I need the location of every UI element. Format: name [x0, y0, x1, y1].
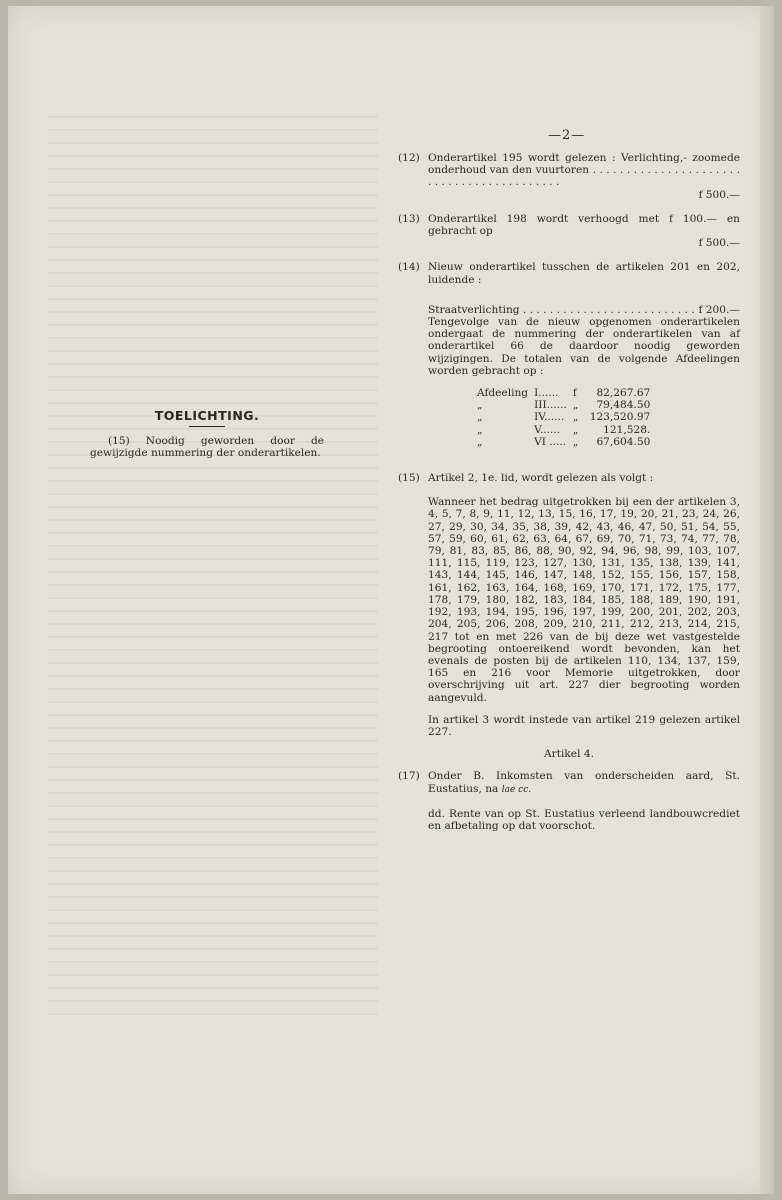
afdeeling-currency: „: [572, 423, 579, 436]
note-12: [398, 152, 740, 201]
left-column: [90, 410, 324, 460]
afdeeling-roman: VI .....: [534, 435, 567, 448]
afdeeling-currency: „: [572, 399, 579, 412]
note-17-content: [428, 808, 740, 832]
straatverlichting-amount: f 200.—: [698, 303, 740, 316]
afdeeling-label: Afdeeling: [477, 387, 529, 400]
note-number: (15): [398, 472, 420, 485]
note-15-content: [428, 496, 740, 738]
note-17: [398, 770, 740, 795]
toelichting-paragraph: (15) Noodig geworden door de gewijzigde nummering der onderartikelen.: [90, 435, 324, 460]
show-through-text: [48, 116, 378, 1016]
right-column: [398, 152, 740, 842]
afdeeling-roman: I......: [534, 387, 559, 400]
note-number: (14): [398, 261, 420, 274]
note-13: [398, 213, 740, 250]
afdeeling-roman: III......: [534, 399, 567, 412]
note-text: Onderartikel 195 wordt gelezen : Verlichting,- zoomede onderhoud van den vuurtoren . . .: [428, 152, 740, 189]
note-text: Artikel 2, 1e. lid, wordt gelezen als volgt :: [428, 472, 654, 485]
note-text: Onder B. Inkomsten van onderscheiden aard, St. Eustatius, na: [428, 770, 740, 795]
note-number: (17): [398, 770, 420, 783]
note-amount: f 500.—: [698, 237, 740, 250]
document-page: [8, 6, 774, 1194]
straatverlichting-line: [428, 304, 740, 316]
afdeeling-currency: f: [572, 387, 577, 400]
heading-rule: [189, 426, 225, 427]
afdeeling-value: 79,484.50: [596, 399, 651, 412]
page-fold-edge: [760, 6, 774, 1194]
afdeeling-label: „: [477, 411, 483, 424]
page-number: —2—: [548, 128, 586, 143]
note-14: [398, 261, 740, 285]
afdeeling-value: 82,267.67: [596, 387, 651, 400]
afdeeling-label: „: [477, 399, 483, 412]
note-text: Nieuw onderartikel tusschen de artikelen 201 en 202, luidende :: [428, 261, 740, 286]
afdeeling-value: 67,604.50: [596, 435, 651, 448]
nummering-paragraph: Tengevolge van de nieuw opgenomen onderartikelen ondergaat de nummering der onderartikelen van af onderartikel 66 de daardoor noodig geworden wijzigingen. De totalen van de volgende Afdeelingen worden gebracht op :: [428, 316, 740, 377]
note-number: (13): [398, 212, 420, 225]
afdeeling-row: [474, 399, 653, 411]
afdeeling-label: „: [477, 435, 483, 448]
note-15: [398, 472, 740, 484]
note-text: Onderartikel 198 wordt verhoogd met f 100.— en gebracht op: [428, 212, 740, 238]
overschrijving-paragraph: Wanneer het bedrag uitgetrokken bij een der artikelen 3, 4, 5, 7, 8, 9, 11, 12, 13, 15, 16, 17, 19, 20, 21, 23, 24, 26, 27, 29, 30, 34, 35, 38, 39, 42, 43, 46, 47, 50, 51, 54, 55, 57, 59, 60, 61, 62, 63, 64, 67, 69, 70, 71, 73, 74, 77, 78, 79, 81, 83, 85, 86, 88, 90, 92, 94, 96, 98, 99, 103, 107, 111, 115, 119, 123, 127, 130, 131, 135, 138, 139, 141, 143, 144, 145, 146, 147, 148, 152, 155, 156, 157, 158, 161, 162, 163, 164, 168, 169, 170, 171, 172, 175, 177, 178, 179, 180, 182, 183, 184, 185, 188, 189, 190, 191, 192, 193, 194, 195, 196, 197, 199, 200, 201, 202, 203, 204, 205, 206, 208, 209, 210, 211, 212, 213, 214, 215, 217 tot en met 226 van de bij deze wet vastgestelde begrooting ontoereikend wordt bevonden, kan het evenals de posten bij de artikelen 110, 134, 137, 159, 165 en 216 voor Memorie uitgetrokken, door overschrijving uit art. 227 dier begrooting worden aangevuld.: [428, 496, 740, 704]
afdeelingen-table: [474, 387, 653, 448]
afdeeling-value: 123,520.97: [589, 411, 651, 424]
afdeeling-row: [474, 436, 653, 448]
note-amount: f 500.—: [698, 188, 740, 201]
toelichting-heading: TOELICHTING.: [154, 408, 260, 423]
afdeeling-currency: „: [572, 411, 579, 424]
afdeeling-currency: „: [572, 435, 579, 448]
note-number: (12): [398, 152, 420, 164]
afdeeling-value: 121,528.: [603, 423, 651, 436]
afdeeling-roman: IV......: [534, 411, 565, 424]
artikel-4-heading: Artikel 4.: [544, 748, 594, 761]
rente-paragraph: dd. Rente van op St. Eustatius verleend landbouwcrediet en afbetaling op dat voorschot.: [428, 807, 740, 832]
note-subscript: lae cc.: [501, 784, 532, 795]
afdeeling-roman: V......: [534, 423, 561, 436]
afdeeling-row: [474, 411, 653, 423]
note-14-content: [428, 304, 740, 377]
afdeeling-row: [474, 387, 653, 399]
artikel3-paragraph: In artikel 3 wordt instede van artikel 219 gelezen artikel 227.: [428, 713, 740, 738]
straatverlichting-label: Straatverlichting . . .: [428, 304, 695, 316]
afdeeling-label: „: [477, 423, 483, 436]
afdeeling-row: [474, 424, 653, 436]
